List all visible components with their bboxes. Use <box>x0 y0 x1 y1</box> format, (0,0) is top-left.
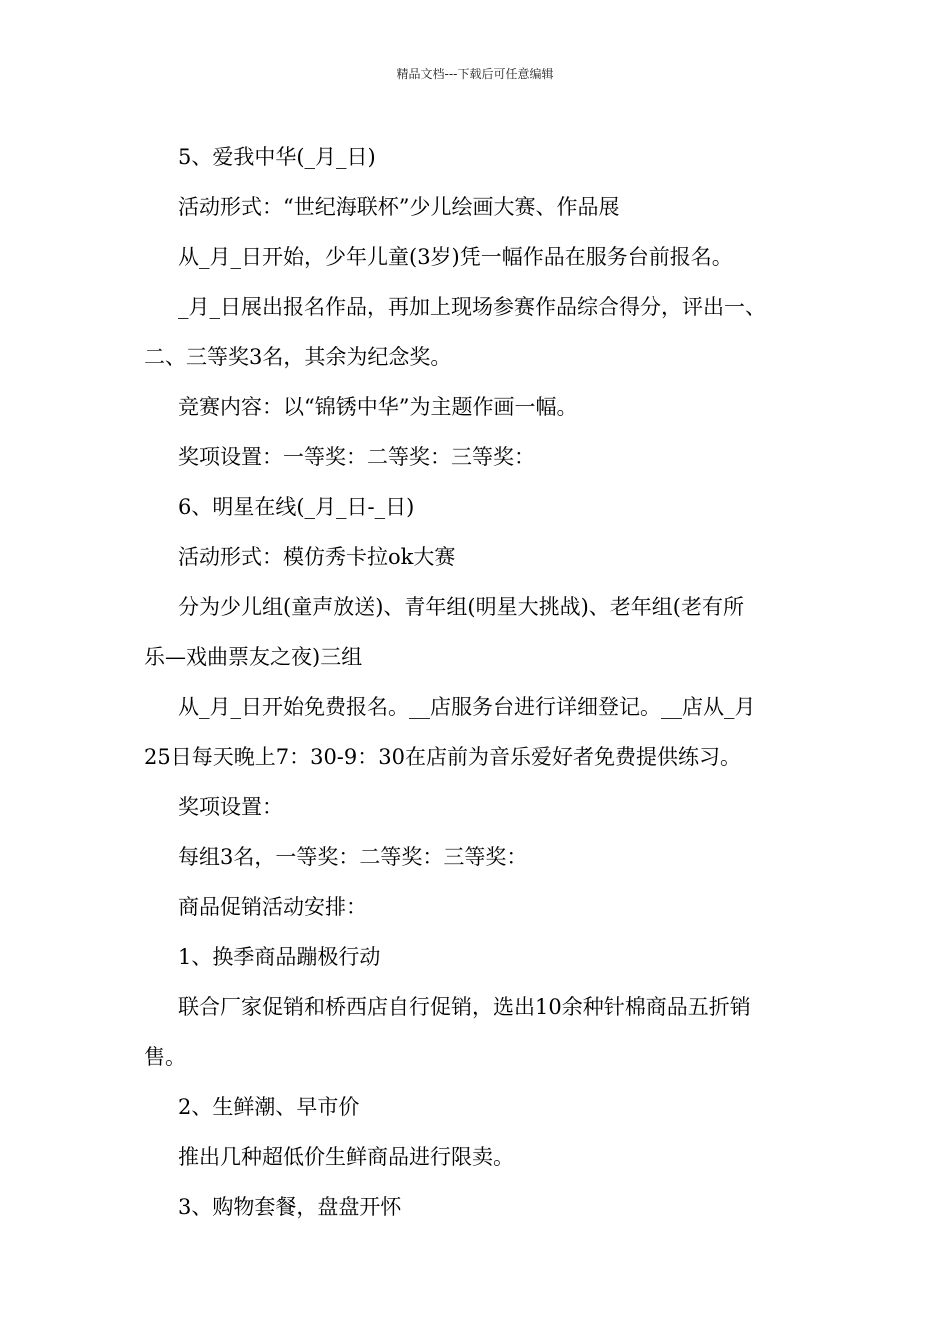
paragraph: 分为少儿组(童声放送)、青年组(明星大挑战)、老年组(老有所 <box>178 595 744 619</box>
paragraph: 2、生鲜潮、早市价 <box>178 1095 360 1119</box>
paragraph: 活动形式：模仿秀卡拉ok大赛 <box>178 545 456 569</box>
paragraph: 活动形式：“世纪海联杯”少儿绘画大赛、作品展 <box>178 195 620 219</box>
paragraph: 每组3名，一等奖：二等奖：三等奖： <box>178 845 528 869</box>
paragraph: 5、爱我中华(_月_日) <box>178 145 376 169</box>
page-header: 精品文档---下载后可任意编辑 <box>396 67 554 81</box>
paragraph-continuation: 乐—戏曲票友之夜)三组 <box>144 645 363 669</box>
paragraph: _月_日展出报名作品，再加上现场参赛作品综合得分，评出一、 <box>178 295 766 319</box>
paragraph: 商品促销活动安排： <box>178 895 367 919</box>
paragraph: 1、换季商品蹦极行动 <box>178 945 381 969</box>
document-body <box>144 132 814 1232</box>
paragraph-continuation: 二、三等奖3名，其余为纪念奖。 <box>144 345 452 369</box>
paragraph: 奖项设置： <box>178 795 283 819</box>
paragraph: 联合厂家促销和桥西店自行促销，选出10余种针棉商品五折销 <box>178 995 751 1019</box>
paragraph: 推出几种超低价生鲜商品进行限卖。 <box>178 1145 514 1169</box>
paragraph: 竞赛内容：以“锦锈中华”为主题作画一幅。 <box>178 395 578 419</box>
paragraph-continuation: 25日每天晚上7：30-9：30在店前为音乐爱好者免费提供练习。 <box>144 745 741 769</box>
paragraph: 6、明星在线(_月_日-_日) <box>178 495 415 519</box>
paragraph-continuation: 售。 <box>144 1045 186 1069</box>
paragraph: 从_月_日开始免费报名。__店服务台进行详细登记。__店从_月 <box>178 695 756 719</box>
paragraph: 奖项设置：一等奖：二等奖：三等奖： <box>178 445 535 469</box>
paragraph: 3、购物套餐，盘盘开怀 <box>178 1195 402 1219</box>
paragraph: 从_月_日开始，少年儿童(3岁)凭一幅作品在服务台前报名。 <box>178 245 733 269</box>
